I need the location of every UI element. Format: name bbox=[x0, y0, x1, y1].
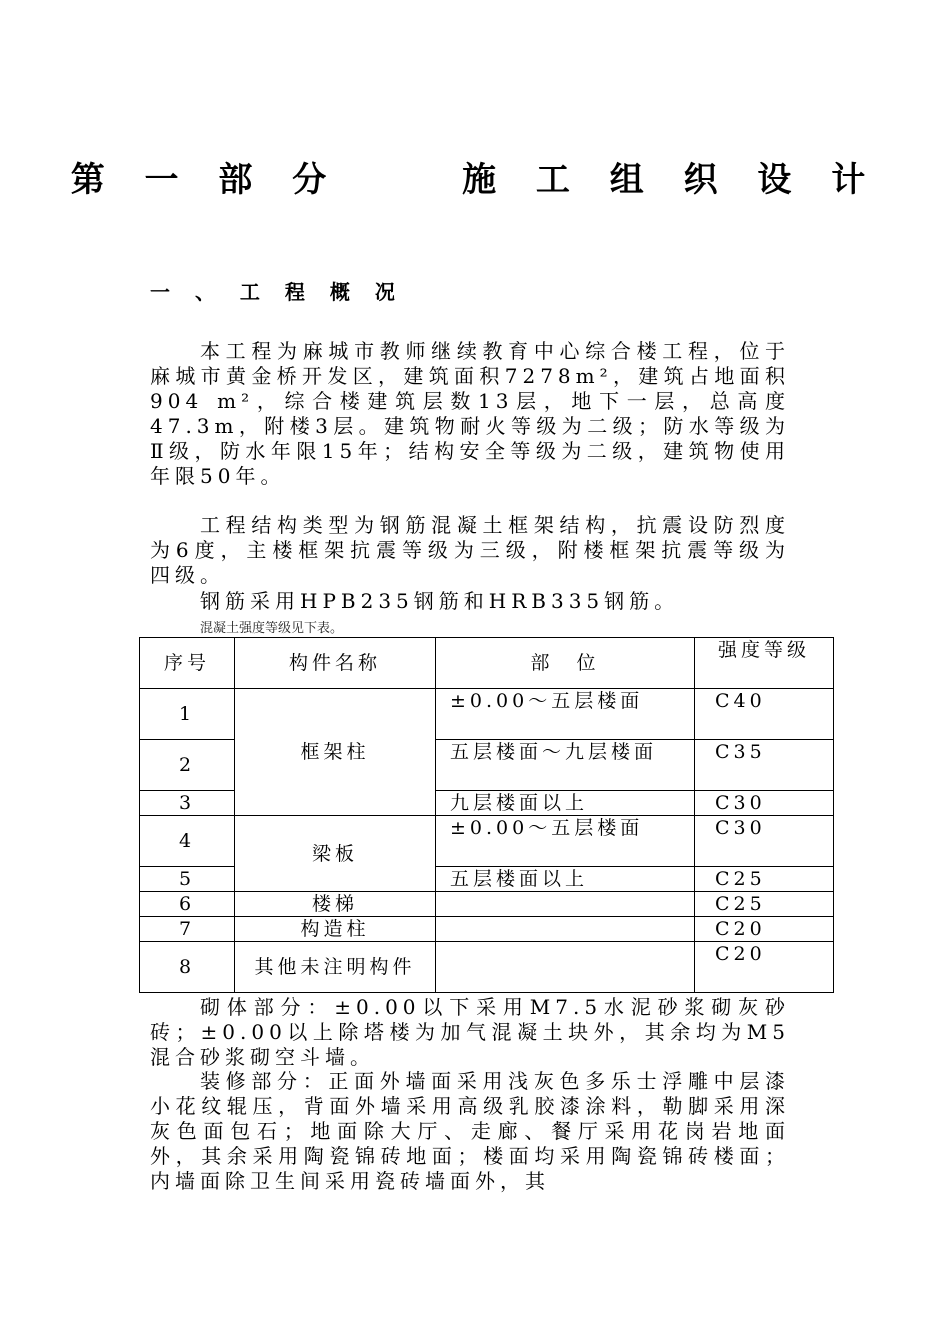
row-grade: C35 bbox=[695, 740, 834, 791]
concrete-strength-table bbox=[139, 637, 834, 993]
row-no: 4 bbox=[140, 816, 235, 867]
row-no: 7 bbox=[140, 917, 235, 942]
row-grade: C30 bbox=[695, 816, 834, 867]
row-grade: C40 bbox=[695, 689, 834, 740]
row-position: ±0.00～五层楼面 bbox=[436, 689, 695, 740]
row-position bbox=[436, 892, 695, 917]
row-position bbox=[436, 917, 695, 942]
row-grade: C20 bbox=[695, 917, 834, 942]
header-position: 部 位 bbox=[436, 638, 695, 689]
table-row bbox=[140, 892, 834, 917]
table-row bbox=[140, 816, 834, 867]
paragraph-masonry: 砌体部分：±0.00以下采用M7.5水泥砂浆砌灰砂砖；±0.00以上除塔楼为加气混凝土块外，其余均为M5混合砂浆砌空斗墙。 bbox=[150, 995, 790, 1069]
row-position: 九层楼面以上 bbox=[436, 791, 695, 816]
table-caption: 混凝土强度等级见下表。 bbox=[200, 621, 344, 636]
row-no: 2 bbox=[140, 740, 235, 791]
table-row bbox=[140, 917, 834, 942]
name-stairs: 楼梯 bbox=[235, 892, 436, 917]
row-position bbox=[436, 942, 695, 993]
name-constructional-column: 构造柱 bbox=[235, 917, 436, 942]
row-grade: C25 bbox=[695, 867, 834, 892]
paragraph-decoration: 装修部分：正面外墙面采用浅灰色多乐士浮雕中层漆小花纹辊压，背面外墙采用高级乳胶漆涂料，勒脚采用深灰色面包石；地面除大厅、走廊、餐厅采用花岗岩地面外，其余采用陶瓷锦砖地面；楼面均采用陶瓷锦砖楼面；内墙面除卫生间采用瓷砖墙面外，其 bbox=[150, 1069, 790, 1193]
name-frame-column: 框架柱 bbox=[235, 689, 436, 816]
row-grade: C20 bbox=[695, 942, 834, 993]
row-no: 1 bbox=[140, 689, 235, 740]
paragraph-project-overview: 本工程为麻城市教师继续教育中心综合楼工程，位于麻城市黄金桥开发区，建筑面积7278m²，建筑占地面积904 m²，综合楼建筑层数13层，地下一层，总高度47.3m，附楼3层。建筑物耐火等级为二级；防水等级为Ⅱ级，防水年限15年；结构安全等级为二级，建筑物使用年限50年。 bbox=[150, 339, 790, 488]
table-header-row bbox=[140, 638, 834, 689]
page-title: 第 一 部 分 施 工 组 织 设 计 bbox=[70, 160, 880, 200]
row-position: ±0.00～五层楼面 bbox=[436, 816, 695, 867]
header-no: 序号 bbox=[140, 638, 235, 689]
row-no: 5 bbox=[140, 867, 235, 892]
paragraph-rebar: 钢筋采用HPB235钢筋和HRB335钢筋。 bbox=[200, 589, 680, 613]
paragraph-structure-type: 工程结构类型为钢筋混凝土框架结构，抗震设防烈度为6度，主楼框架抗震等级为三级，附楼框架抗震等级为四级。 bbox=[150, 513, 790, 587]
header-name: 构件名称 bbox=[235, 638, 436, 689]
section-heading: 一 、 工 程 概 况 bbox=[150, 280, 404, 304]
name-beam-slab: 梁板 bbox=[235, 816, 436, 892]
row-no: 8 bbox=[140, 942, 235, 993]
row-grade: C25 bbox=[695, 892, 834, 917]
table-row bbox=[140, 942, 834, 993]
table-row bbox=[140, 689, 834, 740]
header-grade: 强度等级 bbox=[695, 638, 834, 689]
name-others: 其他未注明构件 bbox=[235, 942, 436, 993]
row-no: 6 bbox=[140, 892, 235, 917]
row-no: 3 bbox=[140, 791, 235, 816]
row-position: 五层楼面～九层楼面 bbox=[436, 740, 695, 791]
row-grade: C30 bbox=[695, 791, 834, 816]
row-position: 五层楼面以上 bbox=[436, 867, 695, 892]
